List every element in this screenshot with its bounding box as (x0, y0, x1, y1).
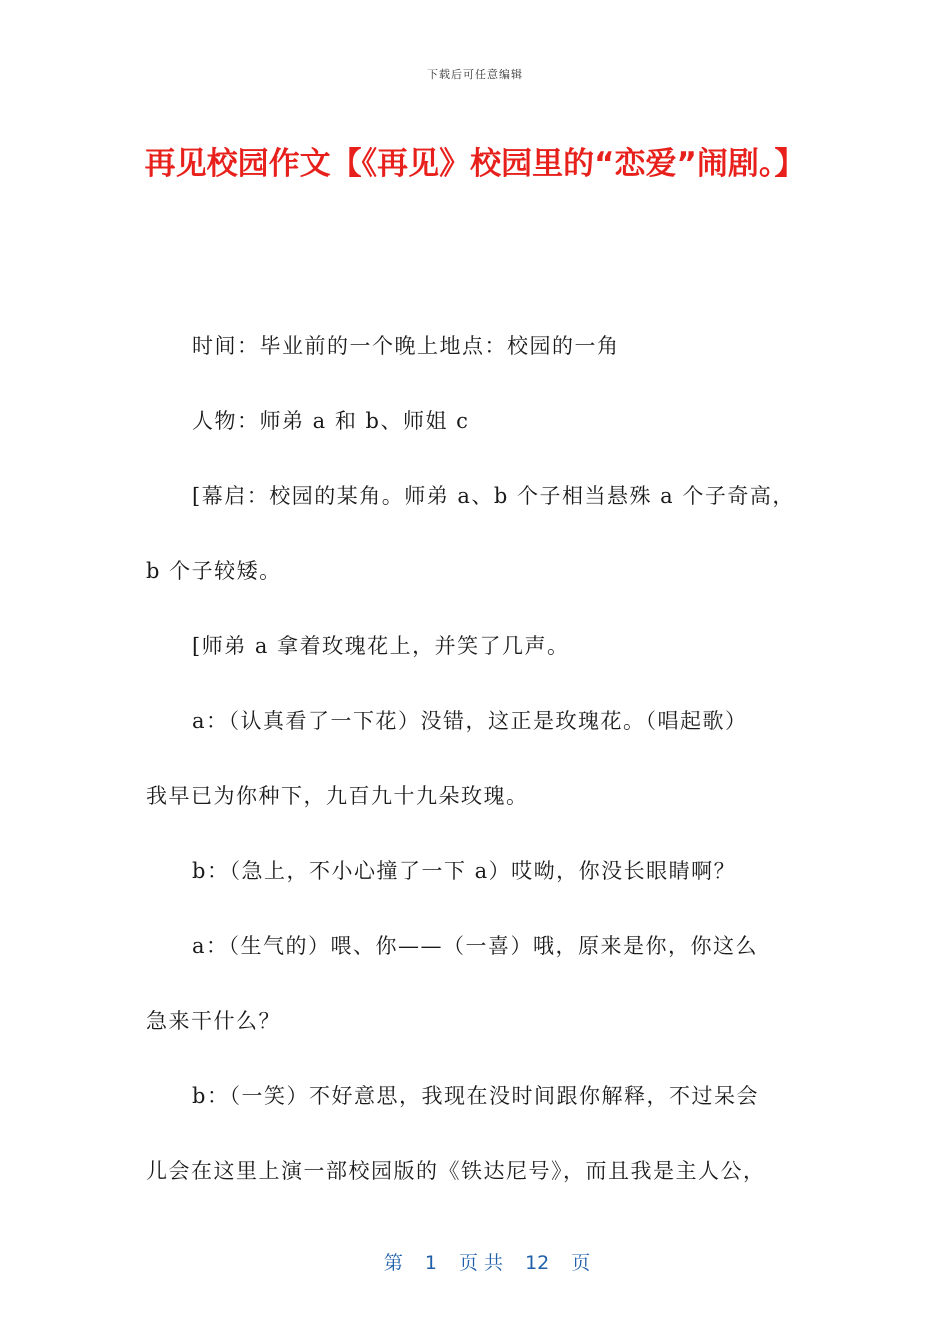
body-line: 儿会在这里上演一部校园版的《铁达尼号》，而且我是主人公， (146, 1159, 766, 1183)
body-line: a：（生气的）喂、你——（一喜）哦，原来是你，你这么 (192, 934, 759, 958)
body-line: [幕启：校园的某角。师弟 a、b 个子相当悬殊 a 个子奇高， (192, 484, 795, 508)
body-line: b：（一笑）不好意思，我现在没时间跟你解释，不过呆会 (192, 1084, 759, 1108)
footer-page-suffix: 页 (571, 1252, 591, 1274)
footer-page-prefix: 第 (383, 1252, 403, 1274)
footer-total-pages: 12 (525, 1252, 550, 1274)
page-footer (0, 1226, 950, 1297)
body-line: 人物：师弟 a 和 b、师姐 c (192, 409, 470, 433)
body-line: b：（急上，不小心撞了一下 a）哎呦，你没长眼睛啊？ (192, 859, 737, 883)
body-line: a：（认真看了一下花）没错，这正是玫瑰花。（唱起歌） (192, 709, 748, 733)
body-line: 急来干什么？ (146, 1009, 281, 1033)
footer-page-middle: 页 共 (459, 1252, 504, 1274)
body-line: 时间：毕业前的一个晚上地点：校园的一角 (192, 334, 620, 358)
document-title: 再见校园作文【《再见》校园里的“恋爱”闹剧。】 (144, 146, 806, 182)
footer-current-page: 1 (424, 1252, 438, 1274)
body-line: 我早已为你种下，九百九十九朵玫瑰。 (146, 784, 529, 808)
body-line: [师弟 a 拿着玫瑰花上，并笑了几声。 (192, 634, 570, 658)
body-line: b 个子较矮。 (146, 559, 282, 583)
header-note: 下载后可任意编辑 (427, 68, 523, 81)
